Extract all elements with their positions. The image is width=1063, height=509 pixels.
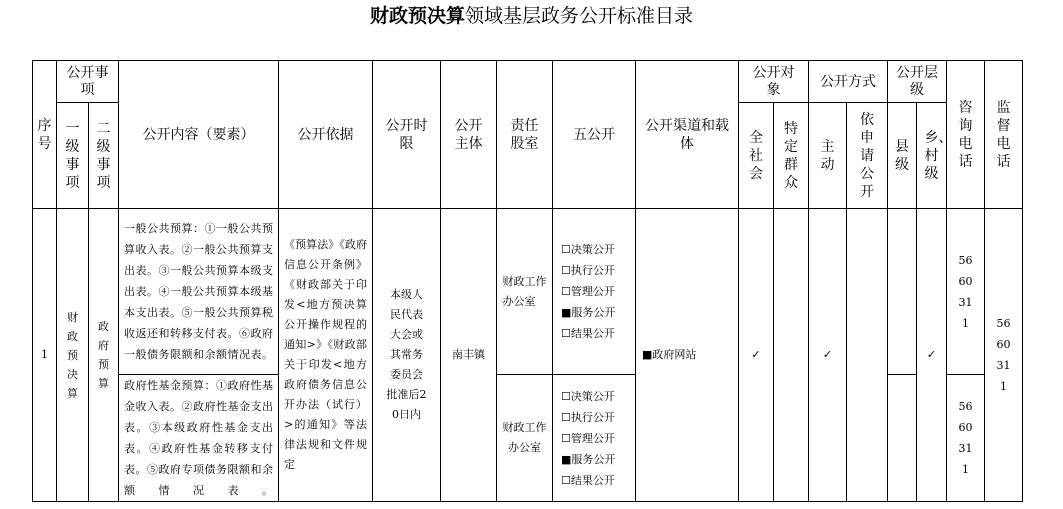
row-five-2 bbox=[553, 375, 636, 502]
row-specific bbox=[774, 209, 809, 502]
five-item: ☐执行公开 bbox=[561, 264, 615, 277]
row-channel: ■政府网站 bbox=[636, 209, 739, 502]
row-active: ✓ bbox=[809, 209, 847, 502]
row-county-2 bbox=[888, 375, 917, 502]
row-content-2: 政府性基金预算：①政府性基金收入表。②政府性基金支出表。③本级政府性基金支出表。④政府性基金转移支付表。⑤政府专项债务限额和余额情况表。 bbox=[119, 375, 279, 502]
row-level2: 政府预算 bbox=[89, 209, 119, 502]
row-all-society: ✓ bbox=[739, 209, 774, 502]
header-township: 乡、村级 bbox=[917, 103, 947, 209]
five-item: ☐管理公开 bbox=[561, 285, 615, 298]
five-item: ☐管理公开 bbox=[561, 431, 615, 445]
row-dept-1: 财政工作办公室 bbox=[497, 209, 553, 375]
header-matter: 公开事项 bbox=[57, 61, 119, 103]
header-subject: 公开主体 bbox=[441, 61, 497, 209]
five-item: ☐决策公开 bbox=[561, 389, 615, 403]
header-content: 公开内容（要素） bbox=[119, 61, 279, 209]
header-five: 五公开 bbox=[553, 61, 636, 209]
row-five-1 bbox=[553, 209, 636, 375]
title-bold: 财政预决算 bbox=[369, 5, 465, 27]
header-seq: 序号 bbox=[33, 61, 57, 209]
row-consult-2: 566031 1 bbox=[947, 375, 985, 502]
row-seq: 1 bbox=[33, 209, 57, 502]
row-county-1 bbox=[888, 209, 917, 375]
header-consult: 咨询电话 bbox=[947, 61, 985, 209]
row-dept-2: 财政工作办公室 bbox=[497, 375, 553, 502]
row-apply bbox=[847, 209, 888, 502]
header-active: 主动 bbox=[809, 103, 847, 209]
header-level2: 二级事项 bbox=[89, 103, 119, 209]
catalog-table bbox=[32, 60, 1023, 502]
title-rest: 领域基层政务公开标准目录 bbox=[465, 5, 694, 27]
five-list-1 bbox=[553, 239, 635, 344]
header-target: 公开对象 bbox=[739, 61, 809, 103]
row-time: 本级人民代表大会或其常务委员会批准后20日内 bbox=[373, 209, 441, 502]
row-level1: 财政预决算 bbox=[57, 209, 89, 502]
five-item: ☐执行公开 bbox=[561, 410, 615, 424]
header-county: 县级 bbox=[888, 103, 917, 209]
row-supervise: 566031 1 bbox=[985, 209, 1023, 502]
header-dept: 责任股室 bbox=[497, 61, 553, 209]
table-row bbox=[33, 209, 1023, 375]
row-township: ✓ bbox=[917, 209, 947, 502]
header-level1: 一级事项 bbox=[57, 103, 89, 209]
header-level: 公开层级 bbox=[888, 61, 947, 103]
header-basis: 公开依据 bbox=[279, 61, 373, 209]
header-time: 公开时限 bbox=[373, 61, 441, 209]
header-method: 公开方式 bbox=[809, 61, 888, 103]
header-row-1 bbox=[33, 61, 1023, 103]
five-list-2 bbox=[553, 386, 635, 491]
row-content-1: 一般公共预算：①一般公共预算收入表。②一般公共预算支出表。③一般公共预算本级支出表。④一般公共预算本级基本支出表。⑤一般公共预算税收返还和转移支付表。⑥政府一般债务限额和余额情况表。 bbox=[119, 209, 279, 375]
header-supervise: 监督电话 bbox=[985, 61, 1023, 209]
row-subject: 南丰镇 bbox=[441, 209, 497, 502]
header-all-society: 全社会 bbox=[739, 103, 774, 209]
five-item: ■服务公开 bbox=[561, 452, 616, 466]
five-item: ☐结果公开 bbox=[561, 327, 615, 340]
five-item: ☐结果公开 bbox=[561, 473, 615, 487]
header-specific: 特定群众 bbox=[774, 103, 809, 209]
five-item: ■服务公开 bbox=[561, 306, 616, 319]
five-item: ☐决策公开 bbox=[561, 243, 615, 256]
page-title bbox=[0, 4, 1063, 28]
row-basis: 《预算法》《政府信息公开条例》《财政部关于印发<地方预决算公开操作规程的通知>》《财政部关于印发<地方政府债务信息公开办法（试行）>的通知》等法律法规和文件规定 bbox=[279, 209, 373, 502]
row-consult-1: 566031 1 bbox=[947, 209, 985, 375]
header-apply: 依申请公开 bbox=[847, 103, 888, 209]
header-channel: 公开渠道和载体 bbox=[636, 61, 739, 209]
